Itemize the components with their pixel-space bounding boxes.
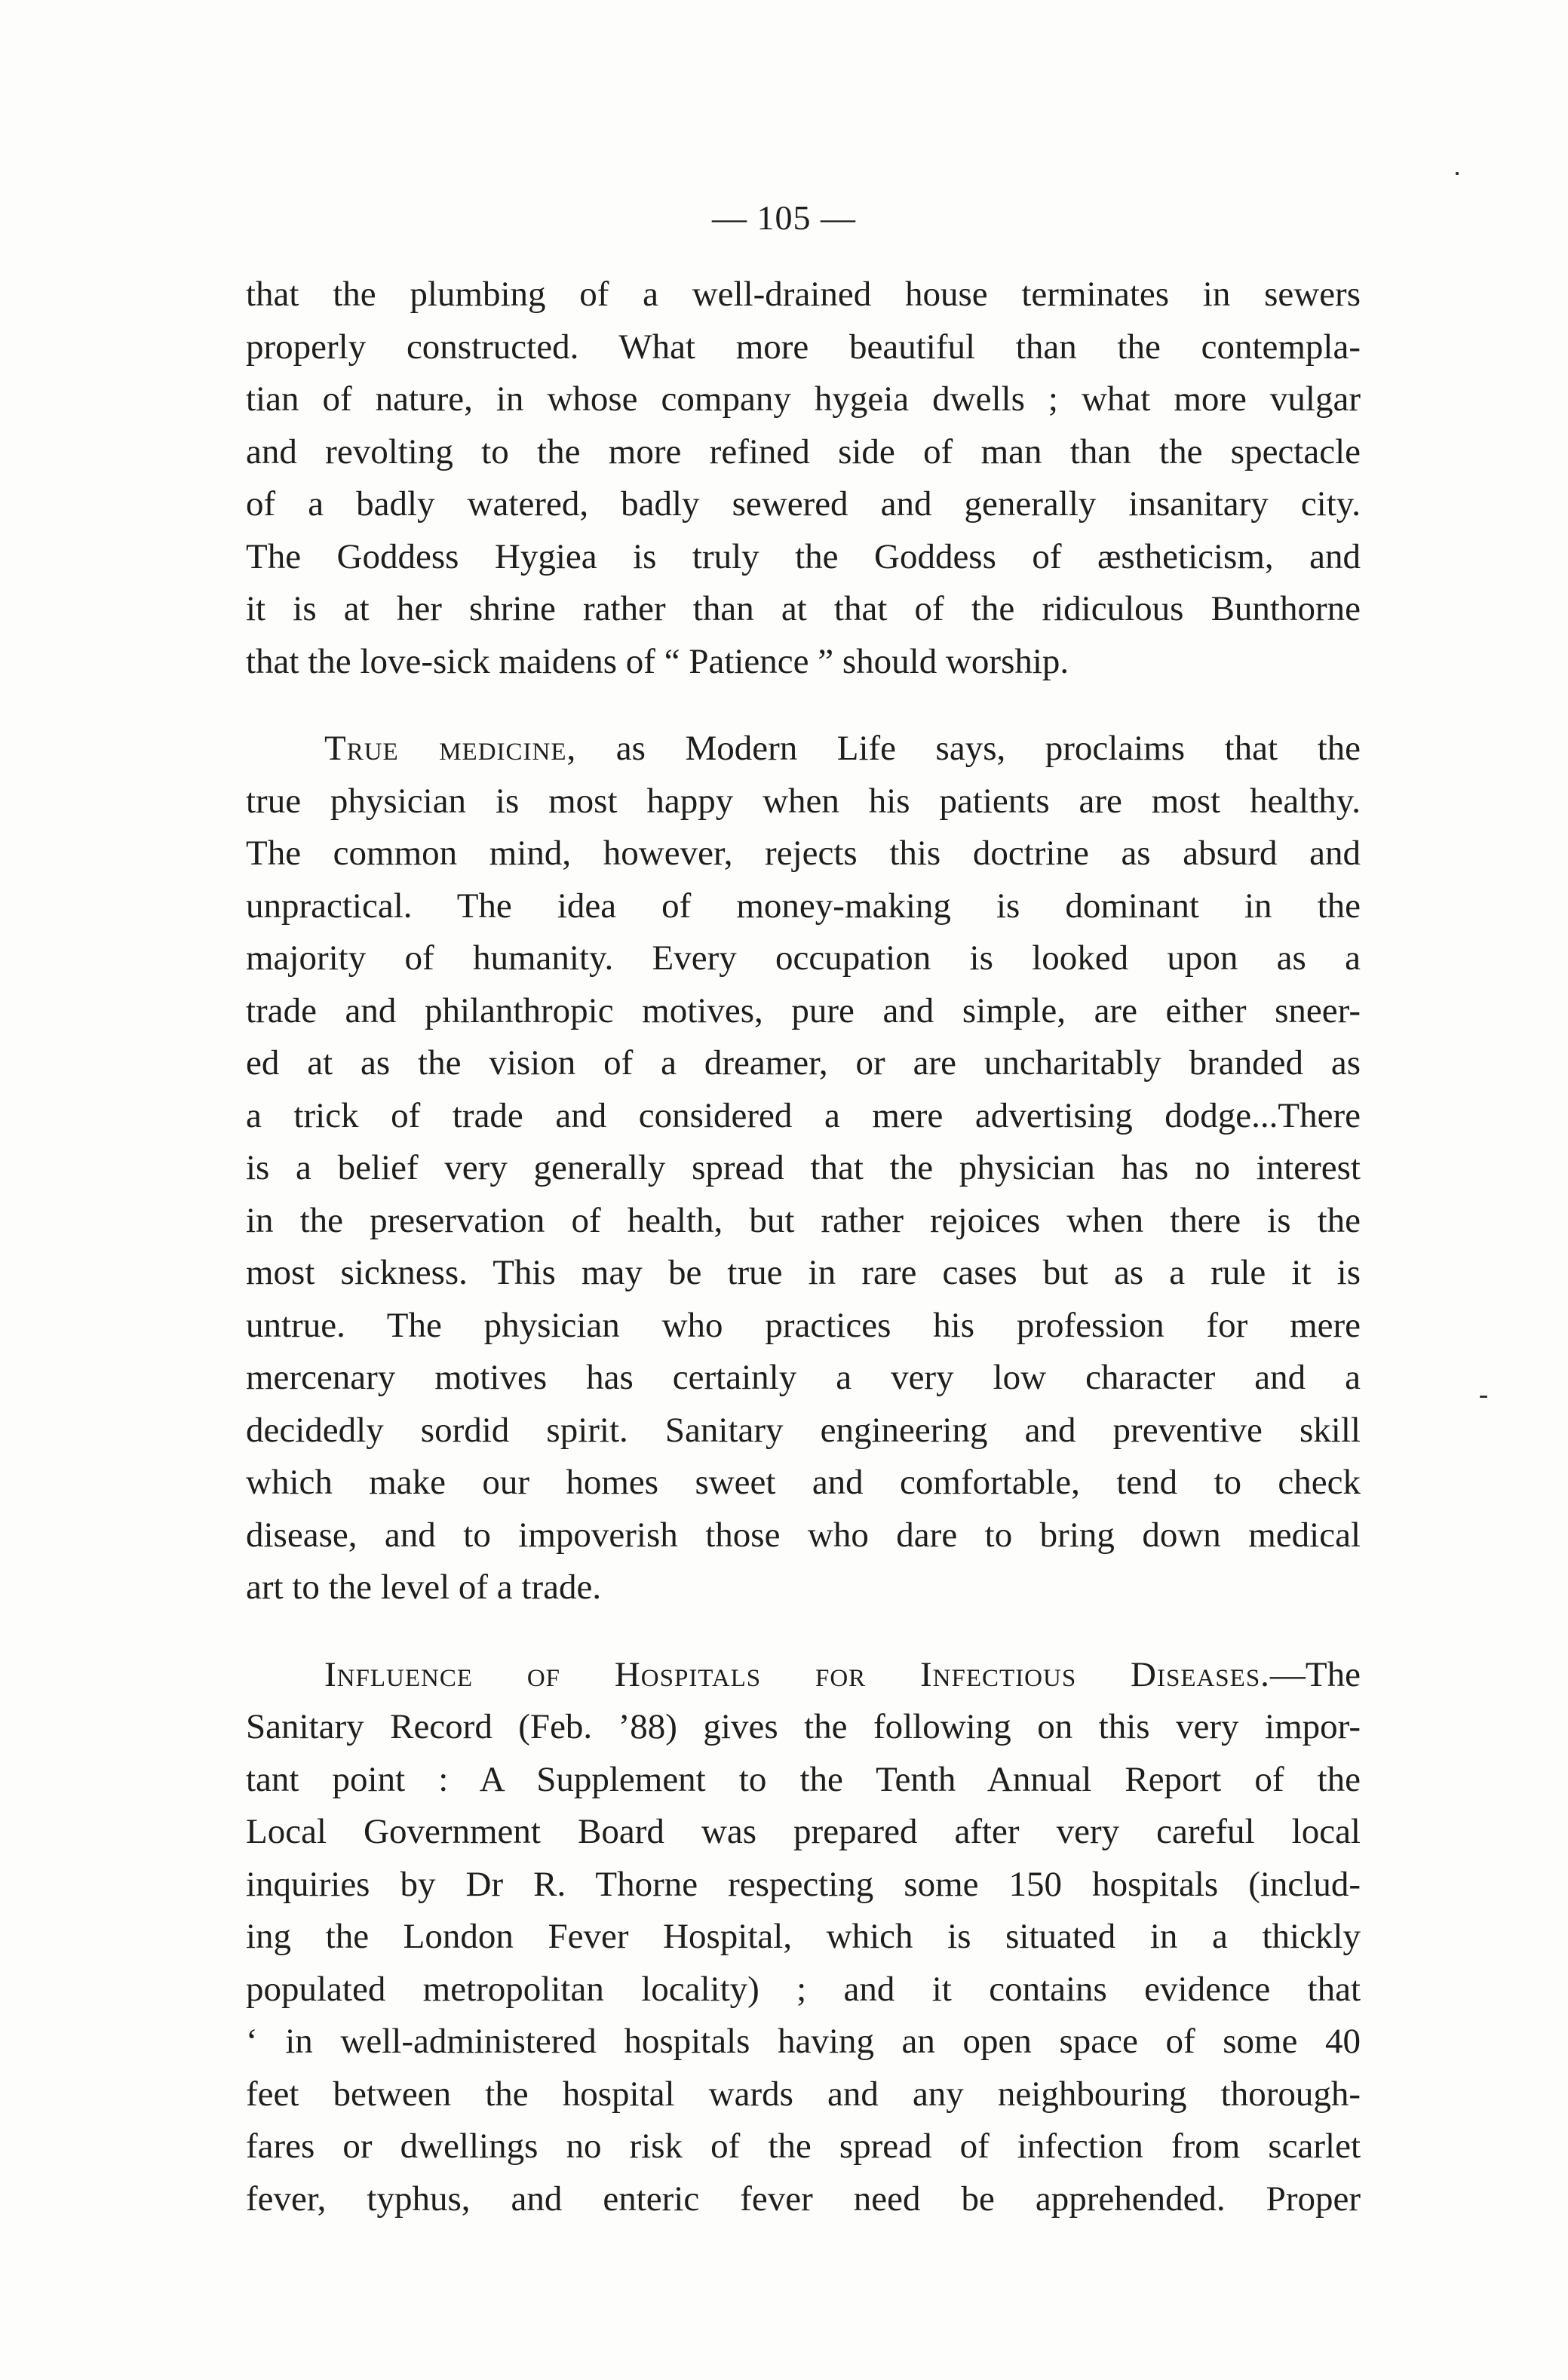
text-line: Sanitary Record (Feb. ’88) gives the following on this very impor- [246,1707,1361,1746]
text-line: fares or dwellings no risk of the spread of infection from scarlet [246,2127,1361,2166]
text-line: fever, typhus, and enteric fever need be apprehended. Proper [246,2179,1361,2219]
text-line: of a badly watered, badly sewered and generally insanitary city. [246,484,1361,524]
text-line: tian of nature, in whose company hygeia dwells ; what more vulgar [246,379,1361,419]
text-line: that the love-sick maidens of “ Patience ” should worship. [246,641,1069,681]
text-line [246,1649,1361,1702]
text-line [246,723,1361,775]
text-line: populated metropolitan locality) ; and it contains evidence that [246,1969,1361,2009]
text-line-rest: as Modern Life says, proclaims that the [576,729,1361,768]
text-line: disease, and to impoverish those who dare to bring down medical [246,1515,1361,1555]
text-line: unpractical. The idea of money-making is dominant in the [246,886,1361,926]
text-line: untrue. The physician who practices his profession for mere [246,1305,1361,1345]
text-line: ‘ in well-administered hospitals having an open space of some 40 [246,2022,1361,2061]
page-number: — 105 — [712,198,856,237]
text-line: that the plumbing of a well-drained house terminates in sewers [246,275,1361,314]
text-line: properly constructed. What more beautiful than the contempla- [246,327,1361,367]
text-line-rest: —The [1269,1654,1361,1694]
text-line: inquiries by Dr R. Thorne respecting some 150 hospitals (includ- [246,1864,1361,1904]
text-line: tant point : A Supplement to the Tenth Annual Report of the [246,1759,1361,1799]
paragraph-hygiea [246,269,1361,688]
paragraph-hospitals [246,1649,1361,2226]
text-line: most sickness. This may be true in rare cases but as a rule it is [246,1253,1361,1292]
section-heading: True medicine, [324,729,577,768]
text-line: it is at her shrine rather than at that of the ridiculous Bunthorne [246,589,1361,628]
text-line: feet between the hospital wards and any neighbouring thorough- [246,2074,1361,2114]
text-column [246,269,1361,2225]
text-line: which make our homes sweet and comfortable, tend to check [246,1463,1361,1502]
text-line: and revolting to the more refined side of man than the spectacle [246,431,1361,471]
text-line: in the preservation of health, but rather rejoices when there is the [246,1200,1361,1240]
text-line: majority of humanity. Every occupation is looked upon as a [246,938,1361,978]
paragraph-true-medicine [246,723,1361,1614]
text-line: art to the level of a trade. [246,1568,602,1607]
text-line: The Goddess Hygiea is truly the Goddess of æstheticism, and [246,536,1361,576]
section-heading: Influence of Hospitals for Infectious Diseases. [324,1654,1270,1694]
text-line: ing the London Fever Hospital, which is situated in a thickly [246,1917,1361,1956]
text-line: is a belief very generally spread that the physician has no interest [246,1148,1361,1187]
text-line: mercenary motives has certainly a very low character and a [246,1358,1361,1397]
text-line: trade and philanthropic motives, pure and simple, are either sneer- [246,990,1361,1030]
text-line: true physician is most happy when his patients are most healthy. [246,781,1361,821]
scan-speck [1456,172,1459,175]
text-line: Local Government Board was prepared after very careful local [246,1812,1361,1851]
scan-speck [1480,1396,1487,1398]
text-line: decidedly sordid spirit. Sanitary engineering and preventive skill [246,1410,1361,1450]
text-line: ed at as the vision of a dreamer, or are uncharitably branded as [246,1043,1361,1083]
text-line: The common mind, however, rejects this doctrine as absurd and [246,834,1361,873]
text-line: a trick of trade and considered a mere advertising dodge...There [246,1095,1361,1135]
